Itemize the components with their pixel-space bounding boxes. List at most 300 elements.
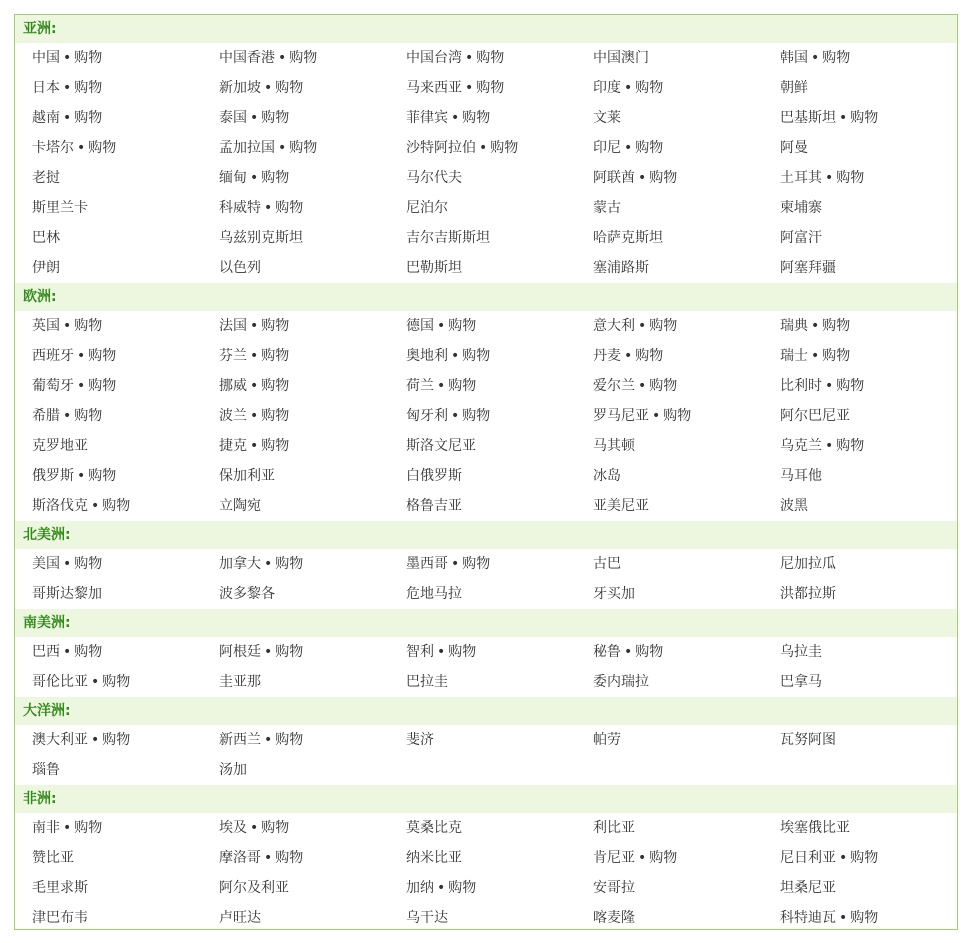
- separator-dot: •: [63, 50, 72, 66]
- country-link[interactable]: 阿尔及利亚: [219, 880, 289, 896]
- shopping-link[interactable]: 购物: [289, 50, 318, 66]
- country-cell: [32, 401, 219, 431]
- country-link[interactable]: 斯洛伐克: [32, 498, 88, 514]
- country-cell: [780, 431, 965, 461]
- country-link[interactable]: 文莱: [593, 110, 621, 126]
- country-link[interactable]: 埃及: [219, 820, 247, 836]
- continent-heading: 大洋洲:: [15, 697, 957, 725]
- shopping-link[interactable]: 购物: [462, 556, 491, 572]
- country-link[interactable]: 斯洛文尼亚: [406, 438, 476, 454]
- country-cell: [593, 843, 780, 873]
- country-row: [32, 311, 957, 341]
- country-cell: [32, 103, 219, 133]
- country-row: [32, 73, 957, 103]
- country-cell: [406, 637, 593, 667]
- country-link[interactable]: 阿尔巴尼亚: [780, 408, 850, 424]
- country-link[interactable]: 法国: [219, 318, 247, 334]
- country-link[interactable]: 荷兰: [406, 378, 434, 394]
- country-link[interactable]: 中国: [32, 50, 60, 66]
- shopping-link[interactable]: 购物: [88, 140, 117, 156]
- country-link[interactable]: 尼泊尔: [406, 200, 448, 216]
- country-link[interactable]: 西班牙: [32, 348, 74, 364]
- country-link[interactable]: 哈萨克斯坦: [593, 230, 663, 246]
- country-cell: [406, 371, 593, 401]
- shopping-link[interactable]: 购物: [836, 378, 865, 394]
- country-link[interactable]: 巴拉圭: [406, 674, 448, 690]
- country-link[interactable]: 卢旺达: [219, 910, 261, 926]
- separator-dot: •: [638, 378, 647, 394]
- country-link[interactable]: 汤加: [219, 762, 247, 778]
- country-cell: [406, 133, 593, 163]
- country-link[interactable]: 巴西: [32, 644, 60, 660]
- shopping-link[interactable]: 购物: [275, 200, 304, 216]
- shopping-link[interactable]: 购物: [448, 318, 477, 334]
- country-link[interactable]: 亚美尼亚: [593, 498, 649, 514]
- separator-dot: •: [264, 80, 273, 96]
- shopping-link[interactable]: 购物: [490, 140, 519, 156]
- country-link[interactable]: 澳大利亚: [32, 732, 88, 748]
- shopping-link[interactable]: 购物: [261, 318, 290, 334]
- country-cell: [780, 549, 965, 579]
- shopping-link[interactable]: 购物: [88, 348, 117, 364]
- country-row: [32, 401, 957, 431]
- country-link[interactable]: 阿联酋: [593, 170, 635, 186]
- country-row: [32, 637, 957, 667]
- country-link[interactable]: 瓦努阿图: [780, 732, 836, 748]
- country-cell: [219, 903, 406, 933]
- country-link[interactable]: 菲律宾: [406, 110, 448, 126]
- country-link[interactable]: 克罗地亚: [32, 438, 88, 454]
- country-link[interactable]: 津巴布韦: [32, 910, 88, 926]
- country-link[interactable]: 瑞典: [780, 318, 808, 334]
- separator-dot: •: [451, 556, 460, 572]
- shopping-link[interactable]: 购物: [850, 110, 879, 126]
- country-row: [32, 341, 957, 371]
- country-cell: [780, 873, 965, 903]
- country-link[interactable]: 摩洛哥: [219, 850, 261, 866]
- shopping-link[interactable]: 购物: [102, 674, 131, 690]
- country-row: [32, 755, 957, 785]
- country-link[interactable]: 印尼: [593, 140, 621, 156]
- separator-dot: •: [264, 732, 273, 748]
- country-cell: [32, 253, 219, 283]
- country-row: [32, 253, 957, 283]
- country-link[interactable]: 意大利: [593, 318, 635, 334]
- separator-dot: •: [437, 880, 446, 896]
- country-link[interactable]: 日本: [32, 80, 60, 96]
- country-link[interactable]: 委内瑞拉: [593, 674, 649, 690]
- country-link[interactable]: 乌拉圭: [780, 644, 822, 660]
- country-link[interactable]: 朝鲜: [780, 80, 808, 96]
- country-cell: [219, 637, 406, 667]
- country-cell: [219, 253, 406, 283]
- country-link[interactable]: 新西兰: [219, 732, 261, 748]
- shopping-link[interactable]: 购物: [822, 318, 851, 334]
- country-link[interactable]: 波黑: [780, 498, 808, 514]
- country-link[interactable]: 巴勒斯坦: [406, 260, 462, 276]
- country-cell: [780, 813, 965, 843]
- country-link[interactable]: 葡萄牙: [32, 378, 74, 394]
- country-cell: [32, 341, 219, 371]
- shopping-link[interactable]: 购物: [102, 498, 131, 514]
- shopping-link[interactable]: 购物: [462, 348, 491, 364]
- country-link[interactable]: 马其顿: [593, 438, 635, 454]
- country-link[interactable]: 韩国: [780, 50, 808, 66]
- country-link[interactable]: 挪威: [219, 378, 247, 394]
- country-link[interactable]: 阿根廷: [219, 644, 261, 660]
- country-link[interactable]: 沙特阿拉伯: [406, 140, 476, 156]
- country-cell: [406, 843, 593, 873]
- shopping-link[interactable]: 购物: [663, 408, 692, 424]
- country-link[interactable]: 保加利亚: [219, 468, 275, 484]
- shopping-link[interactable]: 购物: [74, 80, 103, 96]
- country-link[interactable]: 斐济: [406, 732, 434, 748]
- shopping-link[interactable]: 购物: [635, 644, 664, 660]
- country-link[interactable]: 南非: [32, 820, 60, 836]
- country-link[interactable]: 巴拿马: [780, 674, 822, 690]
- separator-dot: •: [839, 850, 848, 866]
- country-link[interactable]: 秘鲁: [593, 644, 621, 660]
- country-cell: [32, 491, 219, 521]
- separator-dot: •: [77, 378, 86, 394]
- country-link[interactable]: 莫桑比克: [406, 820, 462, 836]
- shopping-link[interactable]: 购物: [74, 110, 103, 126]
- separator-dot: •: [638, 318, 647, 334]
- shopping-link[interactable]: 购物: [649, 378, 678, 394]
- country-link[interactable]: 危地马拉: [406, 586, 462, 602]
- country-link[interactable]: 中国澳门: [593, 50, 649, 66]
- country-link[interactable]: 罗马尼亚: [593, 408, 649, 424]
- country-link[interactable]: 英国: [32, 318, 60, 334]
- shopping-link[interactable]: 购物: [476, 80, 505, 96]
- separator-dot: •: [77, 348, 86, 364]
- separator-dot: •: [278, 50, 287, 66]
- country-row: [32, 667, 957, 697]
- country-link[interactable]: 乌干达: [406, 910, 448, 926]
- country-row: [32, 491, 957, 521]
- country-link[interactable]: 毛里求斯: [32, 880, 88, 896]
- shopping-link[interactable]: 购物: [261, 110, 290, 126]
- country-link[interactable]: 老挝: [32, 170, 60, 186]
- country-link[interactable]: 马耳他: [780, 468, 822, 484]
- separator-dot: •: [77, 140, 86, 156]
- country-link[interactable]: 阿富汗: [780, 230, 822, 246]
- shopping-link[interactable]: 购物: [476, 50, 505, 66]
- separator-dot: •: [264, 850, 273, 866]
- country-link[interactable]: 赞比亚: [32, 850, 74, 866]
- country-cell: [593, 223, 780, 253]
- country-row: [32, 579, 957, 609]
- shopping-link[interactable]: 购物: [261, 820, 290, 836]
- country-link[interactable]: 丹麦: [593, 348, 621, 364]
- country-cell: [593, 133, 780, 163]
- country-cell: [219, 843, 406, 873]
- country-cell: [593, 431, 780, 461]
- country-link[interactable]: 坦桑尼亚: [780, 880, 836, 896]
- country-cell: [219, 311, 406, 341]
- country-link[interactable]: 冰岛: [593, 468, 621, 484]
- country-grid: [15, 549, 957, 609]
- country-cell: [219, 579, 406, 609]
- shopping-link[interactable]: 购物: [275, 850, 304, 866]
- country-cell: [219, 163, 406, 193]
- shopping-link[interactable]: 购物: [836, 438, 865, 454]
- country-cell: [780, 193, 965, 223]
- country-link[interactable]: 哥伦比亚: [32, 674, 88, 690]
- country-link[interactable]: 印度: [593, 80, 621, 96]
- country-link[interactable]: 泰国: [219, 110, 247, 126]
- shopping-link[interactable]: 购物: [649, 170, 678, 186]
- shopping-link[interactable]: 购物: [74, 644, 103, 660]
- country-cell: [406, 103, 593, 133]
- country-cell: [593, 311, 780, 341]
- country-cell: [32, 193, 219, 223]
- country-link[interactable]: 美国: [32, 556, 60, 572]
- shopping-link[interactable]: 购物: [822, 50, 851, 66]
- country-cell: [593, 43, 780, 73]
- continent-section: [15, 283, 957, 521]
- country-link[interactable]: 中国台湾: [406, 50, 462, 66]
- shopping-link[interactable]: 购物: [635, 348, 664, 364]
- country-grid: [15, 813, 957, 933]
- shopping-link[interactable]: 购物: [74, 50, 103, 66]
- country-link[interactable]: 新加坡: [219, 80, 261, 96]
- country-cell: [406, 725, 593, 755]
- country-link[interactable]: 柬埔寨: [780, 200, 822, 216]
- country-cell: [32, 843, 219, 873]
- country-cell: [593, 371, 780, 401]
- country-link[interactable]: 马来西亚: [406, 80, 462, 96]
- country-link[interactable]: 安哥拉: [593, 880, 635, 896]
- country-link[interactable]: 帕劳: [593, 732, 621, 748]
- country-row: [32, 903, 957, 933]
- shopping-link[interactable]: 购物: [448, 378, 477, 394]
- country-link[interactable]: 巴基斯坦: [780, 110, 836, 126]
- country-link[interactable]: 智利: [406, 644, 434, 660]
- country-cell: [406, 401, 593, 431]
- separator-dot: •: [465, 50, 474, 66]
- shopping-link[interactable]: 购物: [289, 140, 318, 156]
- shopping-link[interactable]: 购物: [275, 644, 304, 660]
- country-cell: [32, 461, 219, 491]
- country-cell: [32, 223, 219, 253]
- shopping-link[interactable]: 购物: [635, 140, 664, 156]
- country-link[interactable]: 塞浦路斯: [593, 260, 649, 276]
- country-cell: [593, 341, 780, 371]
- shopping-link[interactable]: 购物: [74, 556, 103, 572]
- separator-dot: •: [437, 318, 446, 334]
- country-link[interactable]: 洪都拉斯: [780, 586, 836, 602]
- shopping-link[interactable]: 购物: [822, 348, 851, 364]
- shopping-link[interactable]: 购物: [275, 556, 304, 572]
- separator-dot: •: [811, 348, 820, 364]
- country-cell: [32, 579, 219, 609]
- country-cell: [780, 491, 965, 521]
- country-link[interactable]: 圭亚那: [219, 674, 261, 690]
- shopping-link[interactable]: 购物: [462, 110, 491, 126]
- continent-section: [15, 609, 957, 697]
- country-row: [32, 223, 957, 253]
- country-link[interactable]: 巴林: [32, 230, 60, 246]
- country-link[interactable]: 越南: [32, 110, 60, 126]
- country-link[interactable]: 马尔代夫: [406, 170, 462, 186]
- separator-dot: •: [624, 644, 633, 660]
- country-link[interactable]: 比利时: [780, 378, 822, 394]
- separator-dot: •: [91, 732, 100, 748]
- country-link[interactable]: 哥斯达黎加: [32, 586, 102, 602]
- shopping-link[interactable]: 购物: [649, 850, 678, 866]
- country-cell: [406, 253, 593, 283]
- country-link[interactable]: 芬兰: [219, 348, 247, 364]
- country-link[interactable]: 俄罗斯: [32, 468, 74, 484]
- separator-dot: •: [278, 140, 287, 156]
- country-row: [32, 549, 957, 579]
- country-link[interactable]: 肯尼亚: [593, 850, 635, 866]
- country-link[interactable]: 阿曼: [780, 140, 808, 156]
- separator-dot: •: [451, 110, 460, 126]
- country-link[interactable]: 缅甸: [219, 170, 247, 186]
- country-cell: [219, 813, 406, 843]
- country-cell: [219, 133, 406, 163]
- country-link[interactable]: 爱尔兰: [593, 378, 635, 394]
- country-directory-panel: [14, 14, 958, 930]
- continent-heading: 欧洲:: [15, 283, 957, 311]
- country-link[interactable]: 中国香港: [219, 50, 275, 66]
- shopping-link[interactable]: 购物: [88, 378, 117, 394]
- shopping-link[interactable]: 购物: [261, 170, 290, 186]
- shopping-link[interactable]: 购物: [261, 348, 290, 364]
- shopping-link[interactable]: 购物: [850, 910, 879, 926]
- country-link[interactable]: 牙买加: [593, 586, 635, 602]
- shopping-link[interactable]: 购物: [261, 378, 290, 394]
- country-link[interactable]: 斯里兰卡: [32, 200, 88, 216]
- country-link[interactable]: 阿塞拜疆: [780, 260, 836, 276]
- separator-dot: •: [825, 378, 834, 394]
- separator-dot: •: [250, 348, 259, 364]
- country-link[interactable]: 加纳: [406, 880, 434, 896]
- shopping-link[interactable]: 购物: [261, 438, 290, 454]
- shopping-link[interactable]: 购物: [74, 820, 103, 836]
- country-link[interactable]: 波多黎各: [219, 586, 275, 602]
- country-link[interactable]: 喀麦隆: [593, 910, 635, 926]
- continent-heading: 南美洲:: [15, 609, 957, 637]
- country-link[interactable]: 尼加拉瓜: [780, 556, 836, 572]
- country-row: [32, 431, 957, 461]
- shopping-link[interactable]: 购物: [74, 408, 103, 424]
- country-cell: [406, 873, 593, 903]
- shopping-link[interactable]: 购物: [275, 80, 304, 96]
- country-cell: [593, 813, 780, 843]
- country-cell: [32, 813, 219, 843]
- country-link[interactable]: 蒙古: [593, 200, 621, 216]
- country-link[interactable]: 卡塔尔: [32, 140, 74, 156]
- country-link[interactable]: 瑙鲁: [32, 762, 60, 778]
- separator-dot: •: [250, 438, 259, 454]
- separator-dot: •: [437, 378, 446, 394]
- country-cell: [780, 103, 965, 133]
- country-cell: [780, 341, 965, 371]
- country-cell: [593, 193, 780, 223]
- shopping-link[interactable]: 购物: [102, 732, 131, 748]
- shopping-link[interactable]: 购物: [275, 732, 304, 748]
- country-link[interactable]: 古巴: [593, 556, 621, 572]
- shopping-link[interactable]: 购物: [649, 318, 678, 334]
- shopping-link[interactable]: 购物: [462, 408, 491, 424]
- shopping-link[interactable]: 购物: [74, 318, 103, 334]
- separator-dot: •: [825, 438, 834, 454]
- country-cell: [780, 311, 965, 341]
- separator-dot: •: [264, 200, 273, 216]
- country-link[interactable]: 以色列: [219, 260, 261, 276]
- country-link[interactable]: 孟加拉国: [219, 140, 275, 156]
- country-link[interactable]: 匈牙利: [406, 408, 448, 424]
- country-link[interactable]: 立陶宛: [219, 498, 261, 514]
- country-link[interactable]: 科特迪瓦: [780, 910, 836, 926]
- shopping-link[interactable]: 购物: [261, 408, 290, 424]
- country-link[interactable]: 墨西哥: [406, 556, 448, 572]
- country-link[interactable]: 土耳其: [780, 170, 822, 186]
- country-link[interactable]: 加拿大: [219, 556, 261, 572]
- country-link[interactable]: 瑞士: [780, 348, 808, 364]
- country-cell: [593, 903, 780, 933]
- country-link[interactable]: 伊朗: [32, 260, 60, 276]
- shopping-link[interactable]: 购物: [635, 80, 664, 96]
- country-cell: [32, 637, 219, 667]
- shopping-link[interactable]: 购物: [88, 468, 117, 484]
- separator-dot: •: [839, 110, 848, 126]
- country-grid: [15, 637, 957, 697]
- separator-dot: •: [638, 170, 647, 186]
- shopping-link[interactable]: 购物: [448, 880, 477, 896]
- country-link[interactable]: 希腊: [32, 408, 60, 424]
- country-link[interactable]: 白俄罗斯: [406, 468, 462, 484]
- country-link[interactable]: 捷克: [219, 438, 247, 454]
- country-link[interactable]: 科威特: [219, 200, 261, 216]
- country-link[interactable]: 德国: [406, 318, 434, 334]
- country-row: [32, 813, 957, 843]
- country-cell: [32, 903, 219, 933]
- separator-dot: •: [811, 50, 820, 66]
- shopping-link[interactable]: 购物: [836, 170, 865, 186]
- country-link[interactable]: 尼日利亚: [780, 850, 836, 866]
- separator-dot: •: [63, 820, 72, 836]
- country-cell: [406, 903, 593, 933]
- separator-dot: •: [250, 110, 259, 126]
- country-link[interactable]: 纳米比亚: [406, 850, 462, 866]
- country-link[interactable]: 乌克兰: [780, 438, 822, 454]
- country-cell: [219, 73, 406, 103]
- shopping-link[interactable]: 购物: [448, 644, 477, 660]
- country-link[interactable]: 格鲁吉亚: [406, 498, 462, 514]
- country-link[interactable]: 利比亚: [593, 820, 635, 836]
- country-link[interactable]: 奥地利: [406, 348, 448, 364]
- separator-dot: •: [63, 110, 72, 126]
- country-link[interactable]: 吉尔吉斯斯坦: [406, 230, 490, 246]
- country-cell: [406, 431, 593, 461]
- shopping-link[interactable]: 购物: [850, 850, 879, 866]
- country-cell: [32, 43, 219, 73]
- country-cell: [780, 843, 965, 873]
- country-link[interactable]: 乌兹别克斯坦: [219, 230, 303, 246]
- separator-dot: •: [63, 556, 72, 572]
- country-grid: [15, 725, 957, 785]
- separator-dot: •: [250, 318, 259, 334]
- country-cell: [219, 341, 406, 371]
- country-link[interactable]: 波兰: [219, 408, 247, 424]
- country-link[interactable]: 埃塞俄比亚: [780, 820, 850, 836]
- country-grid: [15, 43, 957, 283]
- separator-dot: •: [77, 468, 86, 484]
